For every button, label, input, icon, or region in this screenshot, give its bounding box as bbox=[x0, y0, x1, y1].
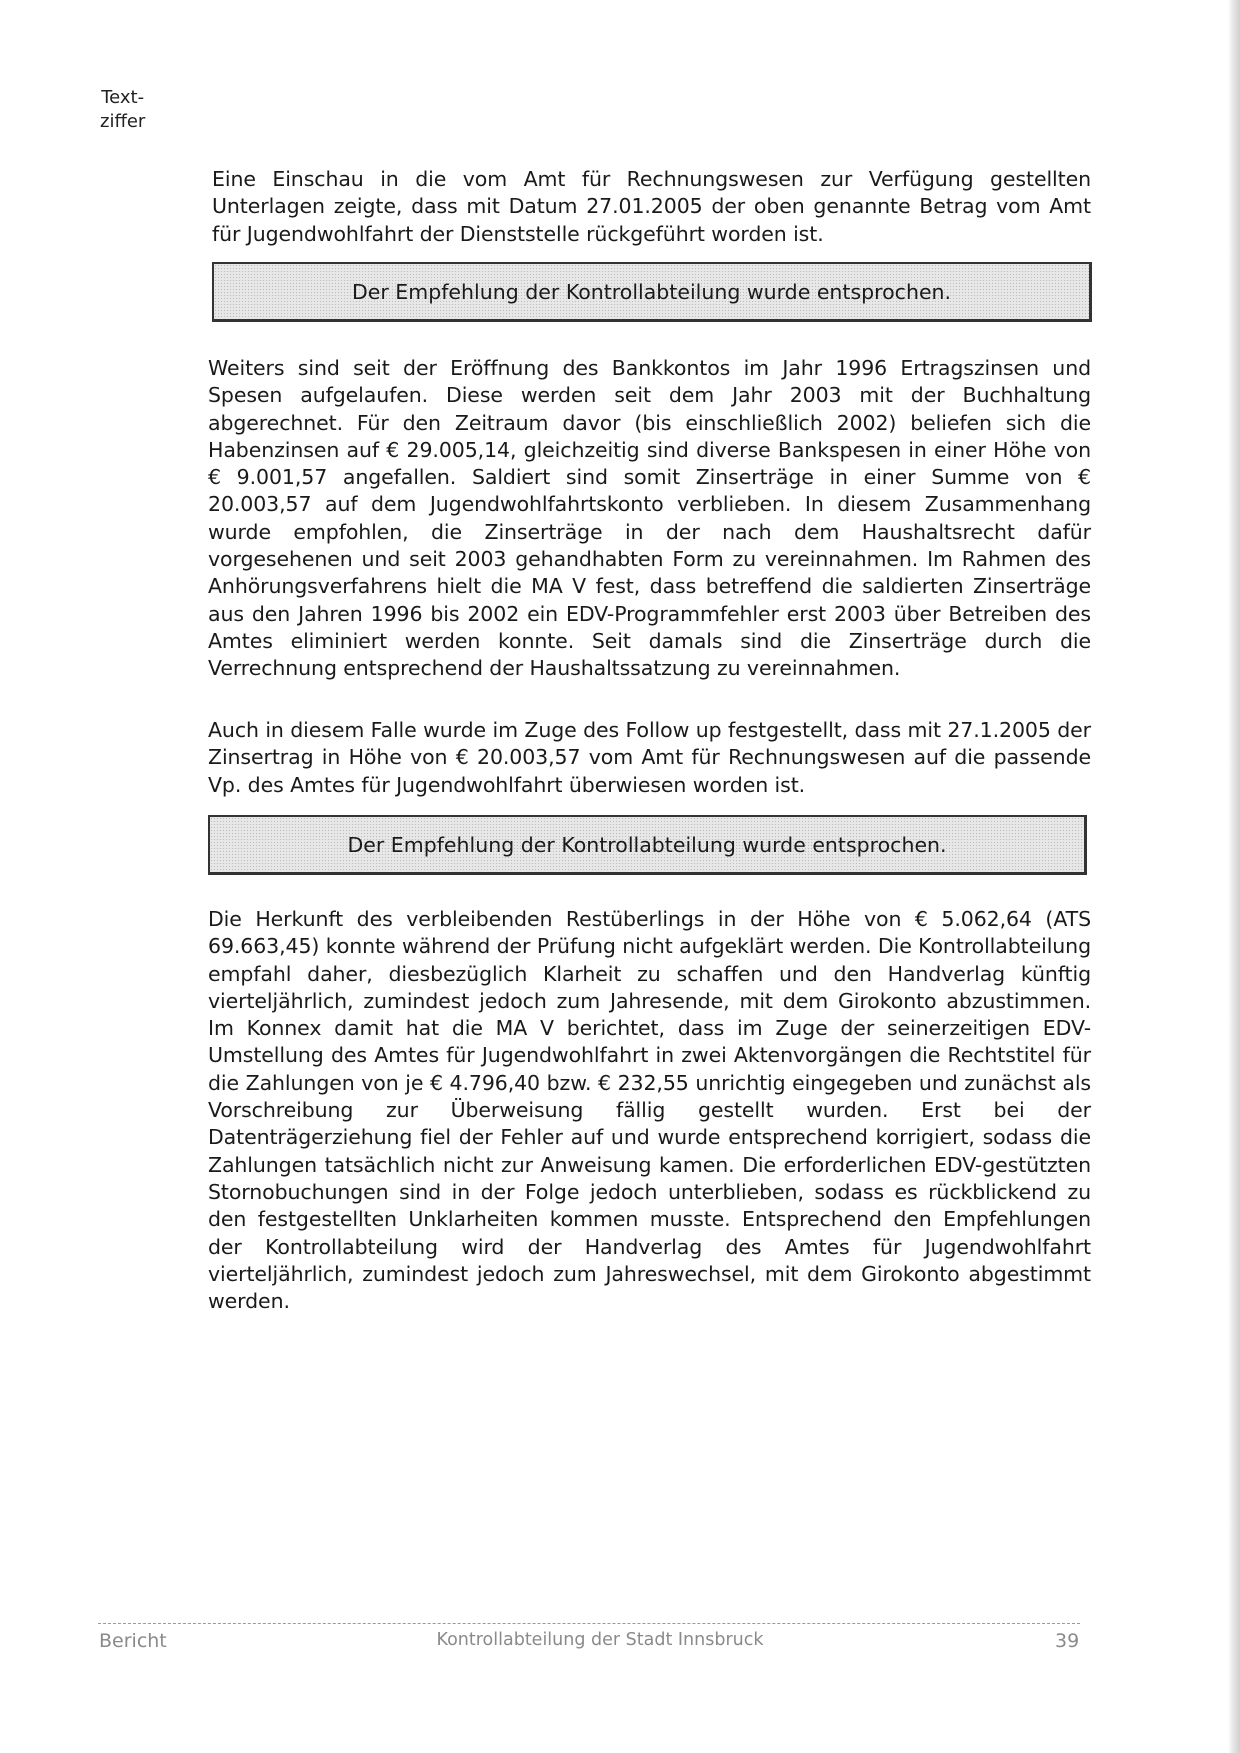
margin-label-line1: Text- bbox=[101, 87, 145, 108]
footer-department: Kontrollabteilung der Stadt Innsbruck bbox=[436, 1630, 764, 1650]
footer-divider bbox=[98, 1623, 1080, 1624]
paragraph-restueberling: Die Herkunft des verbleibenden Restüberlings in der Höhe von € 5.062,64 (ATS 69.663,45) konnte während der Prüfung nicht aufgeklärt werden. Die Kontrollabteilung empfahl daher, diesbezüglich Klarheit zu schaffen und den Handverlag künftig vierteljährlich, zumindest jedoch zum Jahresende, mit dem Girokonto abzustimmen. Im Konnex damit hat die MA V berichtet, dass im Zuge der seinerzeitigen EDV-Umstellung des Amtes für Jugendwohlfahrt in zwei Aktenvorgängen die Rechtstitel für die Zahlungen von je € 4.796,40 bzw. € 232,55 unrichtig eingegeben und zunächst als Vorschreibung zur Überweisung fällig gestellt wurden. Erst bei der Datenträgerziehung fiel der Fehler auf und wurde entsprechend korrigiert, sodass die Zahlungen tatsächlich nicht zur Anweisung kamen. Die erforderlichen EDV-gestützten Stornobuchungen sind in der Folge jedoch unterblieben, sodass es rückblickend zu den festgestellten Unklarheiten kommen musste. Entsprechend den Empfehlungen der Kontrollabteilung wird der Handverlag des Amtes für Jugendwohlfahrt vierteljährlich, zumindest jedoch zum Jahreswechsel, mit dem Girokonto abgestimmt werden. bbox=[208, 907, 1091, 1314]
scan-edge-shadow bbox=[1228, 0, 1240, 1753]
footer-page-number: 39 bbox=[1055, 1630, 1080, 1652]
recommendation-fulfilled-text: Der Empfehlung der Kontrollabteilung wurde entsprochen. bbox=[351, 279, 952, 304]
paragraph-follow-up: Auch in diesem Falle wurde im Zuge des Follow up festgestellt, dass mit 27.1.2005 der Zinsertrag in Höhe von € 20.003,57 vom Amt für Rechnungswesen auf die passende Vp. des Amtes für Jugendwohlfahrt überwiesen worden ist. bbox=[208, 718, 1091, 797]
recommendation-fulfilled-box bbox=[208, 815, 1087, 875]
margin-label bbox=[100, 86, 145, 134]
recommendation-fulfilled-text: Der Empfehlung der Kontrollabteilung wurde entsprochen. bbox=[347, 832, 947, 857]
paragraph-zinsertraege: Weiters sind seit der Eröffnung des Bankkontos im Jahr 1996 Ertragszinsen und Spesen aufgelaufen. Diese werden seit dem Jahr 2003 mit der Buchhaltung abgerechnet. Für den Zeitraum davor (bis einschließlich 2002) beliefen sich die Habenzinsen auf € 29.005,14, gleichzeitig sind diverse Bankspesen in einer Höhe von € 9.001,57 angefallen. Saldiert sind somit Zinserträge in einer Summe von € 20.003,57 auf dem Jugendwohlfahrtskonto verblieben. In diesem Zusammenhang wurde empfohlen, die Zinserträge in der nach dem Haushaltsrecht dafür vorgesehenen und seit 2003 gehandhabten Form zu vereinnahmen. Im Rahmen des Anhörungsverfahrens hielt die MA V fest, dass betreffend die saldierten Zinserträge aus den Jahren 1996 bis 2002 ein EDV-Programmfehler erst 2003 über Betreiben des Amtes eliminiert werden konnte. Seit damals sind die Zinserträge durch die Verrechnung entsprechend der Haushaltssatzung zu vereinnahmen. bbox=[208, 356, 1091, 681]
recommendation-fulfilled-box bbox=[212, 262, 1092, 322]
margin-label-line2: ziffer bbox=[100, 111, 146, 132]
paragraph-einschau: Eine Einschau in die vom Amt für Rechnungswesen zur Verfügung gestellten Unterlagen zeigte, dass mit Datum 27.01.2005 der oben genannte Betrag vom Amt für Jugendwohlfahrt der Dienststelle rückgeführt worden ist. bbox=[212, 167, 1091, 246]
footer-report-label: Bericht bbox=[99, 1630, 167, 1652]
